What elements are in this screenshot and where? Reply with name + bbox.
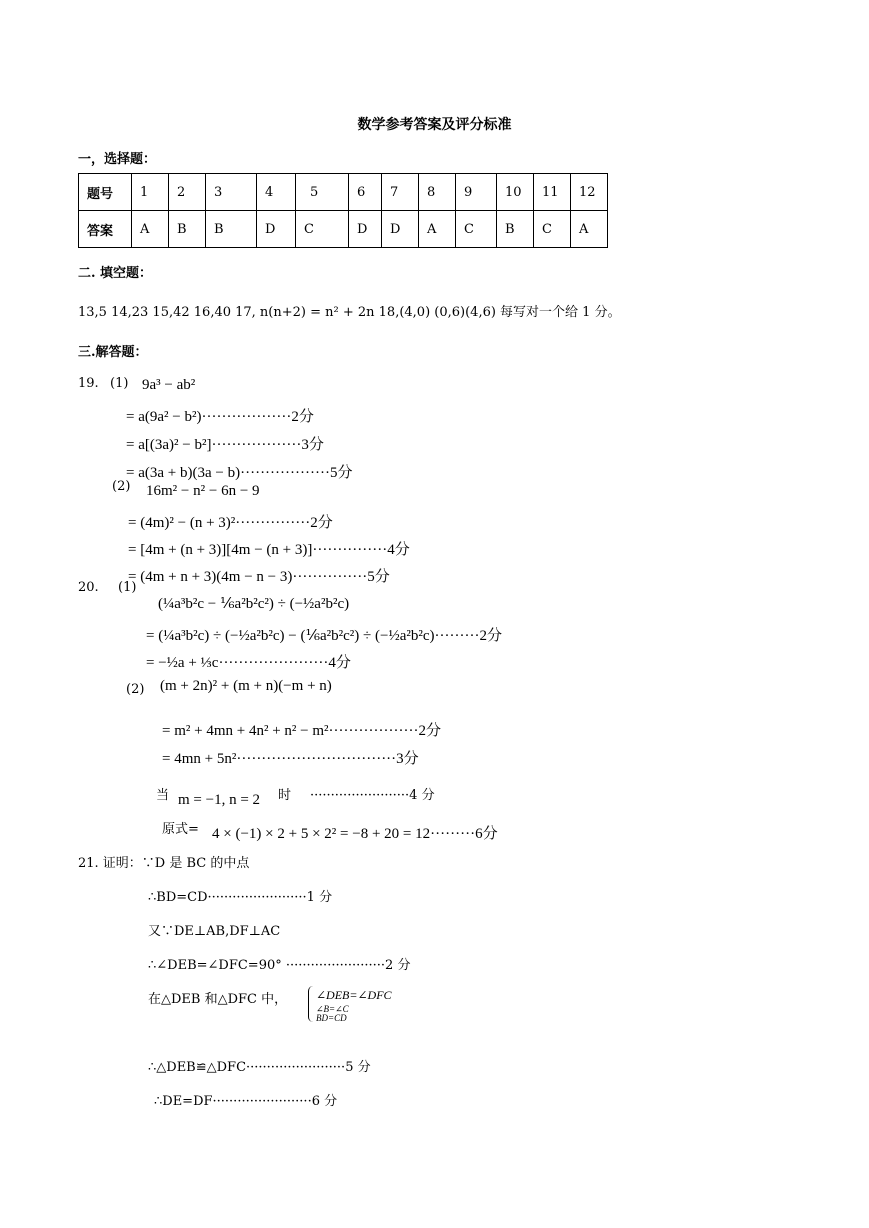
table-cell-number: 10: [497, 174, 534, 211]
q21-line: ∴BD=CD························1 分: [148, 890, 333, 905]
system-brace: [308, 986, 313, 1022]
table-row-answers: [79, 211, 608, 248]
q19-p1-line: 9a³ − ab²: [142, 377, 196, 393]
table-cell-number: 7: [382, 174, 419, 211]
table-row-numbers: [79, 174, 608, 211]
q19-part1-label: (1): [110, 376, 129, 391]
q20-when-label: 当: [156, 788, 170, 803]
q21-conclusion-line: ∴△DEB≌△DFC························5 分: [148, 1060, 371, 1075]
table-cell-number: 8: [419, 174, 456, 211]
q19-p1-line: = a(3a + b)(3a − b)··················5分: [126, 465, 353, 481]
table-cell-answer: C: [534, 211, 571, 248]
q21-line: 在△DEB 和△DFC 中，: [148, 992, 288, 1007]
table-cell-answer: A: [132, 211, 169, 248]
q19-p2-line: = (4m)² − (n + 3)²···············2分: [128, 515, 333, 531]
table-cell-answer: D: [382, 211, 419, 248]
fill-answers-line: 13,5 14,23 15,42 16,40 17, n(n+2) = n² + 2n 18,(4,0) (0,6)(4,6) 每写对一个给 1 分。: [78, 305, 621, 320]
q20-p1-line: (¼a³b²c − ⅙a²b²c²) ÷ (−½a²b²c): [158, 596, 350, 612]
q21-label: 21. 证明：∵D 是 BC 的中点: [78, 856, 250, 871]
q20-label: 20.: [78, 580, 99, 595]
table-cell-number: 3: [206, 174, 257, 211]
q20-p2-line: = 4mn + 5n²································3分: [162, 751, 419, 767]
q21-line: ∴∠DEB=∠DFC=90° ························2 分: [148, 958, 411, 973]
table-cell-answer: C: [456, 211, 497, 248]
q20-p1-line: = (¼a³b²c) ÷ (−½a²b²c) − (⅙a²b²c²) ÷ (−½a²b²c)·········2分: [146, 628, 502, 644]
table-answer-label: 答案: [79, 211, 132, 248]
q20-orig-label: 原式=: [162, 822, 199, 837]
section-choice-heading: 一，选择题：: [78, 152, 157, 167]
q20-part1-label: (1): [118, 580, 137, 595]
section-fill-heading: 二. 填空题：: [78, 266, 153, 281]
q19-part2-label: (2): [112, 479, 131, 494]
q20-p2-line: (m + 2n)² + (m + n)(−m + n): [160, 678, 332, 694]
q20-part2-label: (2): [126, 682, 145, 697]
table-cell-number: 6: [349, 174, 382, 211]
q21-system-line: ∠DEB=∠DFC: [316, 988, 392, 1002]
q20-when-expr: m = −1, n = 2: [178, 792, 261, 808]
table-cell-answer: D: [349, 211, 382, 248]
q19-p1-line: = a(9a² − b²)··················2分: [126, 409, 314, 425]
q20-when-time: 时: [278, 788, 292, 803]
table-cell-number: 2: [169, 174, 206, 211]
q20-p2-line: = m² + 4mn + 4n² + n² − m²··················2分: [162, 723, 441, 739]
q21-conclusion-line: ∴DE=DF························6 分: [154, 1094, 338, 1109]
table-cell-answer: B: [206, 211, 257, 248]
q19-label: 19.: [78, 376, 99, 391]
q21-system-line: ∠B=∠C: [316, 1004, 349, 1014]
table-cell-answer: D: [257, 211, 296, 248]
q19-p2-line: 16m² − n² − 6n − 9: [146, 483, 260, 499]
table-cell-answer: B: [497, 211, 534, 248]
table-cell-answer: B: [169, 211, 206, 248]
table-cell-answer: A: [419, 211, 456, 248]
page-title: 数学参考答案及评分标准: [357, 117, 512, 133]
table-cell-number: 9: [456, 174, 497, 211]
table-cell-answer: A: [571, 211, 608, 248]
q19-p2-line: = (4m + n + 3)(4m − n − 3)···············5分: [128, 569, 390, 585]
q20-p1-line: = −½a + ⅓c······················4分: [146, 655, 351, 671]
table-cell-answer: C: [296, 211, 349, 248]
table-cell-number: 4: [257, 174, 296, 211]
table-cell-number: 11: [534, 174, 571, 211]
q21-line: 又∵DE⊥AB,DF⊥AC: [148, 924, 281, 939]
section-solve-heading: 三.解答题：: [78, 345, 148, 360]
q19-p1-line: = a[(3a)² − b²]··················3分: [126, 437, 324, 453]
q20-orig-expr: 4 × (−1) × 2 + 5 × 2² = −8 + 20 = 12·········6分: [212, 826, 498, 842]
table-cell-number: 12: [571, 174, 608, 211]
table-cell-number: 5: [296, 174, 349, 211]
table-header-label: 题号: [79, 174, 132, 211]
answer-table: [78, 173, 608, 248]
table-cell-number: 1: [132, 174, 169, 211]
q21-system-line: BD=CD: [316, 1013, 347, 1023]
q19-p2-line: = [4m + (n + 3)][4m − (n + 3)]···············4分: [128, 542, 410, 558]
q20-when-score: ························4 分: [310, 788, 435, 803]
